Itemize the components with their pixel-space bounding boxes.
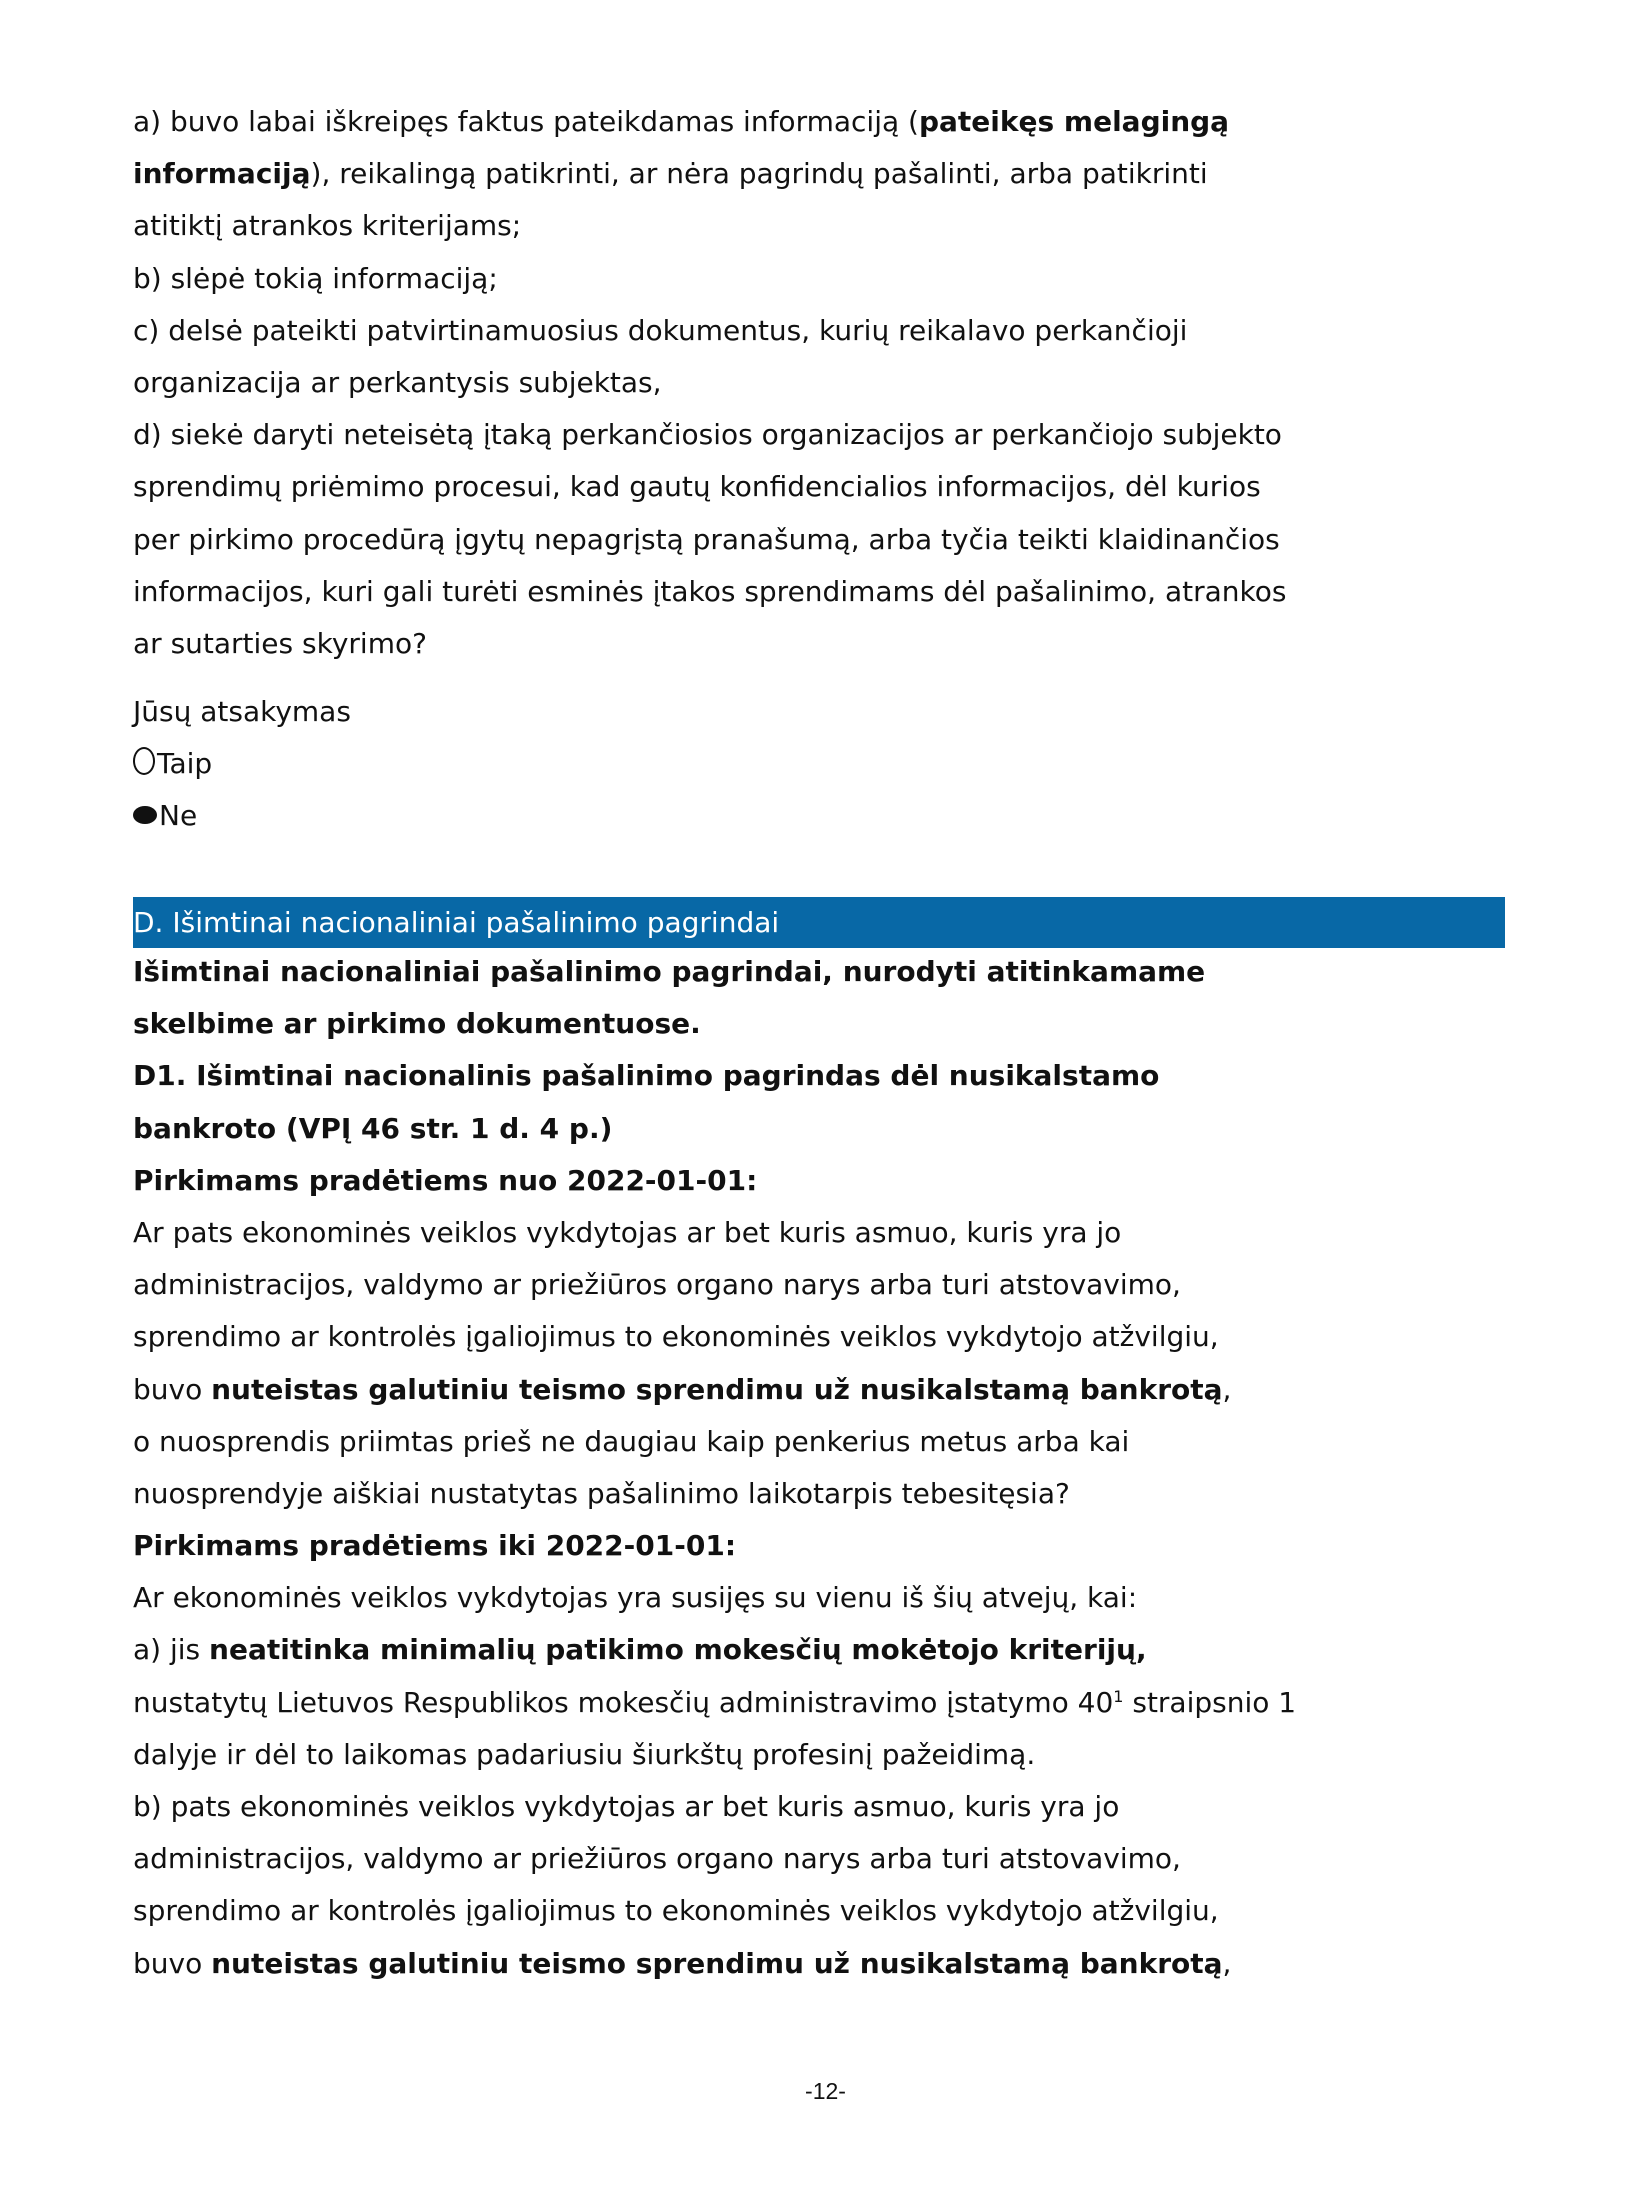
text-segment: nustatytų Lietuvos Respublikos mokesčių administravimo įstatymo 40 [133, 1685, 1114, 1719]
text-segment: a) buvo labai iškreipęs faktus pateikdamas informaciją ( [133, 105, 919, 138]
text-segment: organizacija ar perkantysis subjektas, [133, 365, 662, 399]
text-line [133, 1677, 1553, 1729]
text-line [133, 1311, 1553, 1363]
text-segment: dalyje ir dėl to laikomas padariusiu šiurkštų profesinį pažeidimą. [133, 1737, 1036, 1771]
radio-unselected-icon[interactable] [133, 747, 155, 775]
text-line [133, 566, 1553, 618]
text-line [133, 514, 1553, 566]
text-segment: per pirkimo procedūrą įgytų nepagrįstą pranašumą, arba tyčia teikti klaidinančios [133, 522, 1280, 556]
text-line [133, 1207, 1553, 1259]
text-segment: , [1222, 1946, 1232, 1980]
text-line [133, 1468, 1553, 1520]
text-segment: , [1222, 1372, 1232, 1406]
text-segment: administracijos, valdymo ar priežiūros organo narys arba turi atstovavimo, [133, 1268, 1181, 1302]
page-number: -12- [805, 2078, 846, 2104]
text-segment: sprendimų priėmimo procesui, kad gautų konfidencialios informacijos, dėl kurios [133, 470, 1261, 504]
text-line [133, 1364, 1553, 1416]
section-header: D. Išimtinai nacionaliniai pašalinimo pagrindai [133, 897, 1505, 948]
text-segment: Ar pats ekonominės veiklos vykdytojas ar bet kuris asmuo, kuris yra jo [133, 1215, 1122, 1249]
text-line [133, 1416, 1553, 1468]
text-segment: straipsnio 1 [1123, 1685, 1297, 1719]
text-segment: ), reikalingą patikrinti, ar nėra pagrindų pašalinti, arba patikrinti [310, 157, 1208, 191]
bold-text: Pirkimams pradėtiems iki 2022-01-01: [133, 1529, 737, 1563]
text-segment: o nuosprendis priimtas prieš ne daugiau kaip penkerius metus arba kai [133, 1424, 1130, 1458]
bold-text: pateikęs melagingą [918, 105, 1230, 138]
text-line [133, 618, 1553, 670]
bold-text: D1. Išimtinai nacionalinis pašalinimo pagrindas dėl nusikalstamo [133, 1059, 1160, 1093]
bold-text: skelbime ar pirkimo dokumentuose. [133, 1007, 701, 1041]
section-body-block [133, 946, 1553, 1990]
bold-text: nuteistas galutiniu teismo sprendimu už nusikalstamą bankrotą [211, 1946, 1223, 1980]
text-segment: buvo [133, 1372, 212, 1406]
superscript: 1 [1113, 1686, 1124, 1706]
radio-selected-icon[interactable] [133, 806, 157, 824]
text-segment: b) pats ekonominės veiklos vykdytojas ar bet kuris asmuo, kuris yra jo [133, 1790, 1120, 1823]
text-segment: sprendimo ar kontrolės įgaliojimus to ekonominės veiklos vykdytojo atžvilgiu, [133, 1320, 1219, 1354]
text-segment: atitiktį atrankos kriterijams; [133, 209, 522, 243]
text-line [133, 1103, 1553, 1155]
radio-label: Taip [157, 747, 213, 781]
text-line [133, 305, 1553, 357]
text-segment: nuosprendyje aiškiai nustatytas pašalinimo laikotarpis tebesitęsia? [133, 1476, 1070, 1510]
bold-text: nuteistas galutiniu teismo sprendimu už nusikalstamą bankrotą [211, 1372, 1223, 1406]
text-line [133, 409, 1553, 461]
answer-group [133, 686, 1553, 843]
bold-text: informaciją [133, 157, 311, 191]
bold-text: bankroto (VPĮ 46 str. 1 d. 4 p.) [133, 1111, 613, 1145]
bold-text: Pirkimams pradėtiems nuo 2022-01-01: [133, 1163, 758, 1197]
text-line [133, 1050, 1553, 1102]
text-line [133, 1729, 1553, 1781]
text-line [133, 1781, 1553, 1833]
answer-label: Jūsų atsakymas [133, 695, 351, 728]
text-line [133, 1155, 1553, 1207]
text-line [133, 1572, 1553, 1624]
text-line [133, 96, 1553, 148]
text-line [133, 1885, 1553, 1937]
radio-option-ne[interactable] [133, 790, 1553, 842]
text-segment: d) siekė daryti neteisėtą įtaką perkančiosios organizacijos ar perkančiojo subjekto [133, 418, 1282, 452]
question-text-block [133, 96, 1553, 670]
text-segment: administracijos, valdymo ar priežiūros organo narys arba turi atstovavimo, [133, 1842, 1181, 1876]
text-line [133, 253, 1553, 305]
text-line [133, 946, 1553, 998]
text-segment: Ar ekonominės veiklos vykdytojas yra susijęs su vienu iš šių atvejų, kai: [133, 1581, 1138, 1615]
text-segment: ar sutarties skyrimo? [133, 626, 427, 660]
text-segment: b) slėpė tokią informaciją; [133, 261, 498, 295]
text-segment: a) jis [133, 1633, 210, 1667]
text-segment: c) delsė pateikti patvirtinamuosius dokumentus, kurių reikalavo perkančioji [133, 313, 1188, 347]
text-line [133, 200, 1553, 252]
text-line [133, 998, 1553, 1050]
text-line [133, 1259, 1553, 1311]
text-line [133, 1624, 1553, 1676]
text-line [133, 357, 1553, 409]
text-segment: informacijos, kuri gali turėti esminės įtakos sprendimams dėl pašalinimo, atrankos [133, 574, 1287, 608]
bold-text: neatitinka minimalių patikimo mokesčių mokėtojo kriterijų, [209, 1633, 1147, 1667]
text-line [133, 148, 1553, 200]
bold-text: Išimtinai nacionaliniai pašalinimo pagrindai, nurodyti atitinkamame [133, 955, 1206, 988]
text-line [133, 1833, 1553, 1885]
text-segment: sprendimo ar kontrolės įgaliojimus to ekonominės veiklos vykdytojo atžvilgiu, [133, 1894, 1219, 1928]
text-line [133, 461, 1553, 513]
text-segment: buvo [133, 1946, 212, 1980]
radio-label: Ne [159, 799, 198, 833]
text-line [133, 1520, 1553, 1572]
radio-option-taip[interactable] [133, 738, 1553, 790]
text-line [133, 1938, 1553, 1990]
